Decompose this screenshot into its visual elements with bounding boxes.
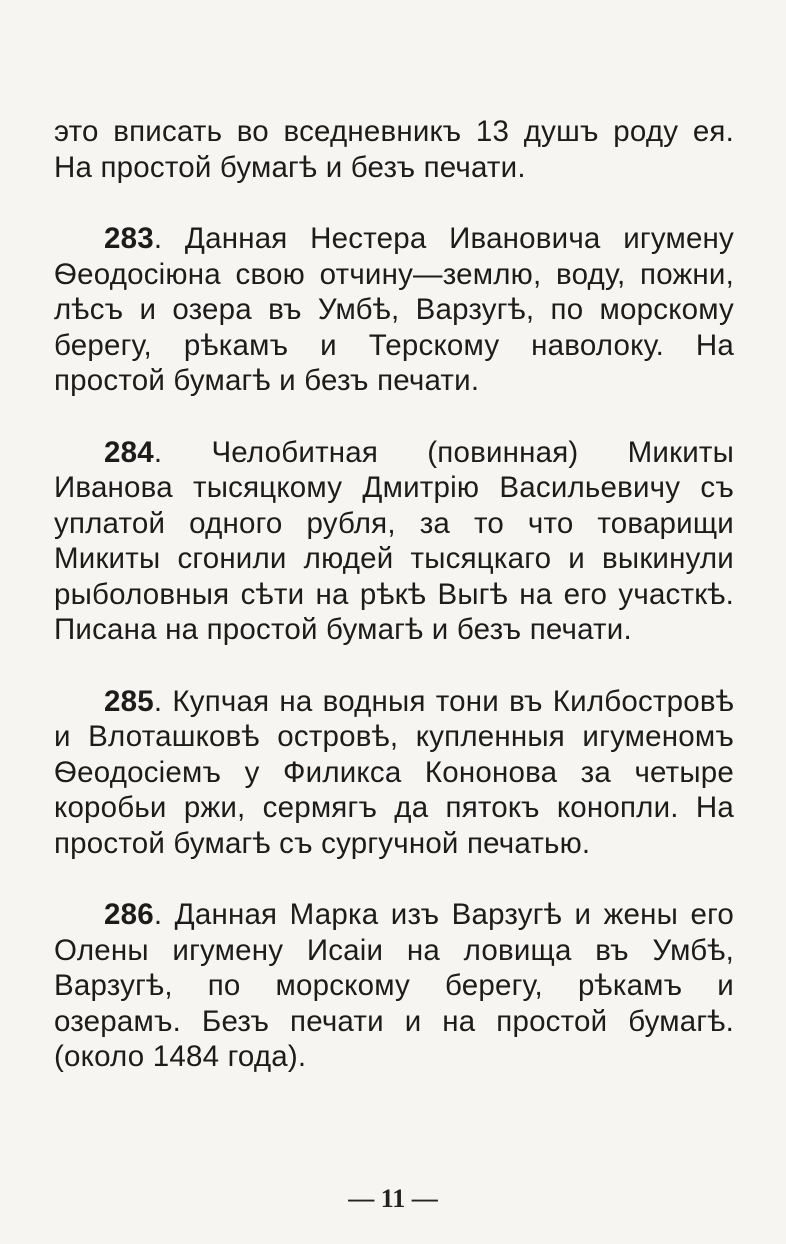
entry-285 [54,684,734,862]
entry-286 [54,897,734,1075]
entry-283 [54,221,734,399]
entry-number: 285 [104,684,154,718]
entry-text: . Купчая на водныя тони въ Килбостровѣ и Влоташковѣ островѣ, купленныя игуменомъ Ѳеодосіемъ у Филикса Кононова за четыре коробьи ржи, сермягъ да пятокъ конопли. На простой бумагѣ съ сургучной печатью. [54,684,734,860]
entry-number: 283 [104,222,154,255]
paragraph-text: это вписать во вседневникъ 13 душъ роду ея. На простой бумагѣ и безъ печати. [54,115,734,184]
entry-284 [54,435,734,648]
paragraph-continued [54,114,734,185]
entry-text: . Данная Марка изъ Варзугѣ и жены его Олены игумену Исаіи на ловища въ Умбѣ, Варзугѣ, по морскому берегу, рѣкамъ и озерамъ. Безъ печати и на простой бумагѣ. (около 1484 года). [54,898,734,1073]
entry-text: . Данная Нестера Ивановича игумену Ѳеодосіюна свою отчину—землю, воду, пожни, лѣсъ и озера въ Умбѣ, Варзугѣ, по морскому берегу, рѣкамъ и Терскому наволоку. На простой бумагѣ и безъ печати. [54,222,734,397]
page-body [54,114,734,1075]
entry-number: 284 [104,435,154,469]
page-number: — 11 — [348,1184,438,1213]
entry-text: . Челобитная (повинная) Микиты Иванова тысяцкому Дмитрію Васильевичу съ уплатой одного рубля, за то что товарищи Микиты сгонили людей тысяцкаго и выкинули рыболовныя сѣти на рѣкѣ Выгѣ на его участкѣ. Писана на простой бумагѣ и безъ печати. [54,435,734,646]
entry-number: 286 [104,898,154,931]
